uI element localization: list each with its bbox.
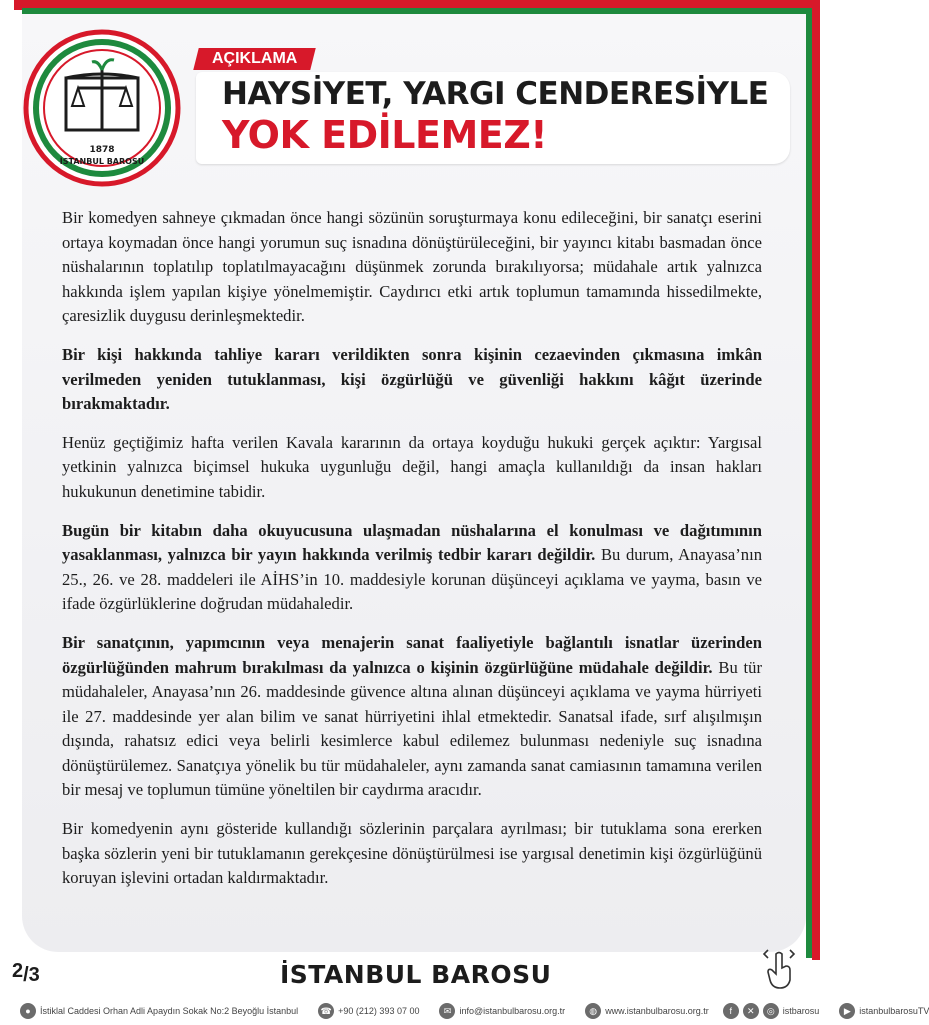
headline-line-2: YOK EDİLEMEZ! xyxy=(222,113,548,157)
paragraph-1: Bir komedyen sahneye çıkmadan önce hangi sözünün soruşturmaya konu edileceğini, bir sanatçı eserini ortaya koymadan önce hangi yorumun suç isnadına dönüştürüleceğini, bir yayıncı kitabı basmadan önce nüshalarının toplatılıp toplatılmayacağını düşünmek zorunda bırakılıyorsa; müdahale artık yalnızca hakkında işlem yapılan kişiye yönelmemiştir. Caydırıcı etki artık toplumun tamamında hissedilmekte, çaresizlik duygusu derinleşmektedir. xyxy=(62,208,762,326)
paragraph-4-rest: Bu durum, Anayasa’nın 25., 26. ve 28. maddeleri ile AİHS’in 10. maddesiyle korunan düşünceyi açıklama ve yayma, basın ve ifade özgürlüklerine doğrudan müdahaledir. xyxy=(62,545,762,614)
footer-phone-text: +90 (212) 393 07 00 xyxy=(338,1005,420,1016)
right-red-stripe xyxy=(812,0,820,960)
footer-web[interactable] xyxy=(585,1003,709,1019)
right-green-stripe xyxy=(806,8,812,958)
footer-email[interactable] xyxy=(439,1003,565,1019)
paragraph-4-bold: Bugün bir kitabın daha okuyucusuna ulaşmadan nüshalarına el konulması ve dağıtımının yasaklanması, yalnızca bir yayın hakkında verilmiş tedbir kararı değildir. xyxy=(62,520,762,565)
x-icon[interactable]: ✕ xyxy=(743,1003,759,1019)
location-pin-icon: ● xyxy=(20,1003,36,1019)
email-icon: ✉ xyxy=(439,1003,455,1019)
istanbul-barosu-logo xyxy=(24,30,180,186)
statement-tag-label: AÇIKLAMA xyxy=(212,50,298,67)
footer-social xyxy=(723,1003,820,1019)
paragraph-6: Bir komedyenin aynı gösteride kullandığı sözlerinin parçalara ayrılması; bir tutuklama sona ererken başka sözlerin yeni bir tutuklamanın gerekçesine dönüştürülmesi ise yargısal denetimin kişi özgürlüğünü koruyan işlevini ortadan kaldırmaktadır. xyxy=(62,819,762,888)
footer-bar xyxy=(0,996,929,1025)
page-current: 2 xyxy=(12,960,24,982)
phone-icon: ☎ xyxy=(318,1003,334,1019)
footer-email-text: info@istanbulbarosu.org.tr xyxy=(459,1005,566,1016)
paragraph-2-bold: Bir kişi hakkında tahliye kararı verildikten sonra kişinin cezaevinden çıkmasına imkân verilmeden yeniden tutuklanması, kişi özgürlüğü ve güvenliği hakkını kâğıt üzerinde bırakmaktadır. xyxy=(62,344,762,414)
instagram-icon[interactable]: ◎ xyxy=(763,1003,779,1019)
paragraph-4 xyxy=(62,519,762,617)
footer-address xyxy=(20,1003,298,1019)
globe-icon: ◍ xyxy=(585,1003,601,1019)
footer-phone[interactable] xyxy=(318,1003,419,1019)
paragraph-5 xyxy=(62,631,762,803)
footer-web-text: www.istanbulbarosu.org.tr xyxy=(605,1005,709,1016)
page-total: /3 xyxy=(23,964,40,986)
youtube-icon: ▶ xyxy=(839,1003,855,1019)
brand-name: İSTANBUL BAROSU xyxy=(280,960,552,989)
paragraph-3: Henüz geçtiğimiz hafta verilen Kavala kararının da ortaya koyduğu hukuki gerçek açıktır: Yargısal yetkinin yalnızca biçimsel hukuka uygunluğu değil, hangi amaçla kullanıldığı da insan hakları hukukunun denetimine tabidir. xyxy=(62,432,762,501)
headline-line-1: HAYSİYET, YARGI CENDERESİYLE xyxy=(222,76,769,112)
footer-address-text: İstiklal Caddesi Orhan Adli Apaydın Sokak No:2 Beyoğlu İstanbul xyxy=(40,1005,299,1016)
paragraph-2 xyxy=(62,343,762,417)
statement-tag xyxy=(193,48,316,70)
paragraph-5-rest: Bu tür müdahaleler, Anayasa’nın 26. maddesinde güvence altına alınan düşünceyi açıklama ve yayma hürriyeti ile 27. maddesinde yer alan bilim ve sanat hürriyetini ihlal etmektedir. Sanatsal ifade, sırf alışılmışın dışında, rahatsız edici veya belirli kesimlerce kabul edilemez bulunması nedeniyle suç isnadına dönüştürülemez. Sanatçıya yönelik bu tür müdahaleler, aynı zamanda sanat camiasının tamamına verilen bir mesaj ve toplumun tümüne yöneltilen bir caydırma aracıdır. xyxy=(62,657,762,800)
page-number xyxy=(12,960,40,987)
statement-body xyxy=(62,206,762,905)
footer-youtube-text: istanbulbarosuTV xyxy=(859,1005,929,1016)
logo-name: İSTANBUL BAROSU xyxy=(59,157,145,166)
paragraph-5-bold: Bir sanatçının, yapımcının veya menajerin sanat faaliyetiyle bağlantılı isnatlar üzerinden özgürlüğünden mahrum bırakılması da yalnızca o kişinin özgürlüğüne müdahale değildir. xyxy=(62,632,762,677)
footer-youtube[interactable] xyxy=(839,1003,929,1019)
footer-social-handle[interactable]: istbarosu xyxy=(782,1005,820,1016)
facebook-icon[interactable]: f xyxy=(723,1003,739,1019)
swipe-hand-icon xyxy=(762,946,796,990)
logo-year: 1878 xyxy=(89,145,115,155)
